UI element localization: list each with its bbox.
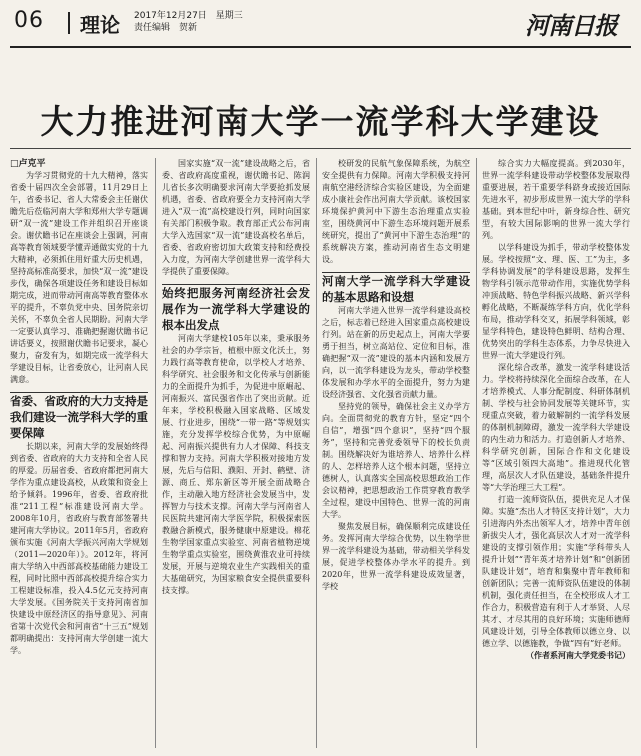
paragraph: 长期以来，河南大学的发展始终得到省委、省政府的大力支持和全省人民的厚爱。历届省委、省政府都把河南大学作为重点建设高校，从政策和资金上给予倾斜。1996年，省委、省政府批准“211工程”标准建设河南大学。2008年10月，省政府与教育部签署共建河南大学协议。2011年5月，省政府颁布实施《河南大学振兴河南大学规划（2011—2020年）》。2012年，将河南大学纳入中西部高校基础能力建设工程，同时比照中西部高校提升综合实力工程建设标准，投入4.5亿元支持河南大学发展。《国务院关于支持河南省加快建设中原经济区的指导意见》、河南省第十次党代会和河南省“十三五”规划都明确提出：支持河南大学创建一流大学。 [10, 442, 148, 655]
paragraph: 以学科建设为抓手，带动学校整体发展。学校按照“文、理、医、工”为主，多学科协调发展”的学科建设思路，发挥生物学科引领示范带动作用，实施优势学科冲顶战略、特色学科振兴战略、新兴学科孵化战略，不断凝练学科方向，优化学科布局，推动学科交叉，拓展学科领域，彰显学科特色，建设特色鲜明、结构合理、优势突出的学科生态体系，力争尽快进入世界一流大学建设行列。 [482, 243, 630, 360]
byline: □卢克平 [10, 159, 46, 169]
column-divider [316, 158, 317, 748]
paragraph: 河南大学进入世界一流学科建设高校之后，标志着已经进入国家重点高校建设行列。站在新的历史起点上，河南大学要勇于担当，树立高站位、定位和目标，准确把握“双一流”建设的基本内涵和发展方向，以一流学科建设为龙头，带动学校整体发展和办学水平的全面提升，努力为建设经济强省、文化强省贡献力量。 [322, 306, 470, 399]
masthead [0, 0, 641, 46]
paragraph: 综合实力大幅度提高。到2030年，世界一流学科建设带动学校整体发展取得重要进展，若干重要学科跻身或接近国际先进水平，初步形成世界一流大学的学科基础。到本世纪中叶，新身综合性、研究型，有较大国际影响的世界一流大学行列。 [482, 159, 630, 240]
paragraph: 为学习贯彻党的十九大精神，落实省委十届四次全会部署，11月29日上午，省委书记、省人大常委会主任谢伏瞻先后莅临河南大学和郑州大学专题调研“双一流”建设工作并组织召开座谈会。谢伏瞻书记在座谈会上强调，河南高等教育领域要学懂弄通做实党的十九大精神，必须抓住用好重大历史机遇，坚持高标准高要求，加快“双一流”建设步伐，确保各项建设任务和建设目标如期完成，进而带动河南高等教育整体水平的提升，不辜负党中央、国务院亲切关怀，不辜负全省人民期盼。河南大学一定要认真学习、准确把握谢伏瞻书记讲话要义，按照谢伏瞻书记要求，凝心聚力，奋发有为，如期完成一流学科大学建设目标，让省委放心，让河南人民满意。 [10, 171, 148, 384]
headline-rule [10, 148, 631, 149]
column-divider [155, 158, 156, 748]
column-2 [162, 158, 310, 748]
newspaper-logo: 河南日报 [525, 11, 617, 40]
issue-meta [134, 10, 243, 34]
paragraph: 打造一流师资队伍，提供充足人才保障。实施“杰出人才特区支持计划”，大力引进海内外杰出领军人才，培养中青年创新拔尖人才，强化高层次人才对一流学科建设的支撑引领作用；实施“学科带头人提升计划”“青年英才培养计划”和“创新团队建设计划”，培育和集聚中青年教师和创新团队；完善一流师资队伍建设的体制机制，强化责任担当，在全校形成人才工作合力，积极营造有利于人才举贤、人尽其才、才尽其用的良好环境；实施师德师风建设计划，引导全体教师以德立身、以德立学、以德施教，争做“四有”好老师。 [482, 495, 630, 648]
issue-date: 2017年12月27日 星期三 [134, 11, 243, 21]
paragraph: 聚焦发展目标，确保顺利完成建设任务。发挥河南大学综合优势，以生物学世界一流学科建设为基础，带动相关学科发展，促进学校整体办学水平的提升。到2020年，世界一流学科建设成效显著，学校 [322, 522, 470, 591]
column-3 [322, 158, 470, 748]
article-headline: 大力推进河南大学一流学科大学建设 [40, 102, 601, 141]
subheading: 省委、省政府的大力支持是我们建设一流学科大学的重要保障 [10, 394, 148, 440]
paragraph: 坚持党的领导，确保社会主义办学方向。全面贯彻党的教育方针，坚定“四个自信”，增强“四个意识”，坚持“四个服务”，坚持和完善党委领导下的校长负责制。围绕解决好为谁培养人、培养什么样的人、怎样培养人这个根本问题，坚持立德树人，认真落实全国高校思想政治工作会议精神，把思想政治工作贯穿教育教学全过程，建设中国特色、世界一流的河南大学。 [322, 402, 470, 519]
column-4 [482, 158, 630, 748]
section-title: 理论 [80, 13, 120, 37]
issue-editor: 责任编辑 贺新 [134, 23, 198, 33]
header-rule [10, 46, 631, 48]
column-1 [10, 158, 148, 748]
subheading: 河南大学一流学科大学建设的基本思路和设想 [322, 274, 470, 304]
subheading: 始终把服务河南经济社会发展作为一流学科大学建设的根本出发点 [162, 286, 310, 332]
paragraph: 深化综合改革，激发一流学科建设活力。学校将持续深化全面综合改革，在人才培养模式、人事分配制度、科研体制机制、学校与社会协同发展等关键环节，实现重点突破，着力破解制约一流学科发展的体制机制障碍，激发一流学科大学建设的内生动力和活力。打造创新人才培养、科学研究创新，国际合作和文化建设等“区域引领四大高地”。推进现代化管理，高层次人才队伍建设，基础条件提升等“大学治理三大工程”。 [482, 363, 630, 492]
column-divider [476, 158, 477, 748]
paragraph: 河南大学建校105年以来，秉承服务社会的办学宗旨，植根中原文化沃土，努力践行高等教育使命，以学校人才培养、科学研究、社会服务和文化传承与创新能力的全面提升为抓手，为促进中原崛起、河南振兴、富民强省作出了突出贡献。近年来，学校积极融入国家战略、区域发展、行业进步，围绕“一带一路”等规划实施，充分发挥学校综合优势，为中原崛起、河南振兴提供有力人才保障、科技支撑和智力支持。河南大学积极对接地方发展，先后与信阳、濮阳、开封、鹤壁、济源、商丘、郑东新区等开展全面战略合作，主动融入地方经济社会发展当中，发挥智力与技术支撑。河南大学与河南省人民医院共建河南大学医学院，积极探索医教融合新模式，服务健康中原建设。棉花生物学国家重点实验室、河南省植物逆境生物学重点实验室，围绕黄淮农业可持续发展，开展与逆境农业生产实践相关的重大基础研究，为国家粮食安全提供重要科技支撑。 [162, 334, 310, 595]
header-divider [68, 12, 70, 34]
author-note: （作者系河南大学党委书记） [526, 651, 630, 660]
page-number: 06 [14, 8, 44, 33]
paragraph: 国家实施“双一流”建设战略之后，省委、省政府高度重视，谢伏瞻书记、陈润儿省长多次明确要求河南大学要抢抓发展机遇，省委、省政府要全力支持河南大学进入“双一流”高校建设行列，同时向国家有关部门积极争取。教育部正式公布河南大学入选国家“双一流”建设高校名单后，省委、省政府密切加大政策支持和经费投入力度，为河南大学创建世界一流学科大学提供了重要保障。 [162, 159, 310, 276]
paragraph: 校研发的民航气象保障系统，为航空安全提供有力保障。河南大学积极支持河南航空港经济综合实验区建设，为全面建成小康社会作出河南大学贡献。该校国家环境保护黄河中下游生态治理重点实验室，围绕黄河中下游生态环境问题开展系统研究，提出了“黄河中下游生态治理”的系统解决方案，推动河南省生态文明建设。 [322, 159, 470, 264]
